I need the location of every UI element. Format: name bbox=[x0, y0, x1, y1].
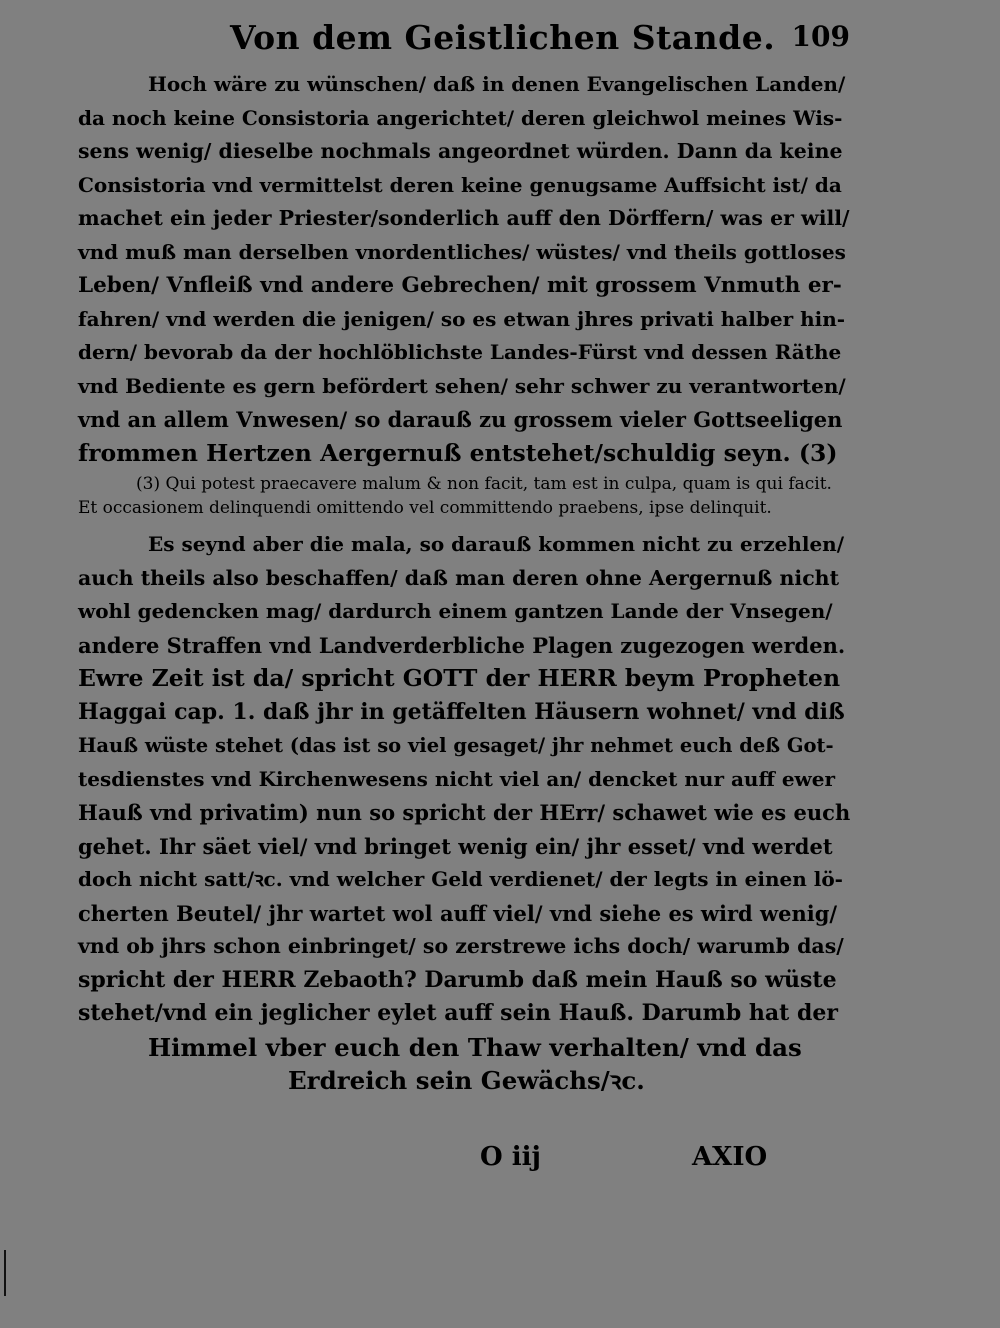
text-line: fahren/ vnd werden die jenigen/ so es etwan jhres privati halber hin- bbox=[78, 306, 846, 331]
text-line: gehet. Ihr säet viel/ vnd bringet wenig ein/ jhr esset/ vnd werdet bbox=[78, 833, 833, 859]
text-line: doch nicht satt/ꝛc. vnd welcher Geld verdienet/ der legts in einen lö- bbox=[78, 867, 843, 891]
text-line: andere Straffen vnd Landverderbliche Plagen zugezogen werden. bbox=[78, 632, 846, 658]
paragraph-2 bbox=[78, 528, 851, 1098]
text-line: wohl gedencken mag/ dardurch einem gantzen Lande der Vnsegen/ bbox=[78, 599, 833, 623]
text-line: Consistoria vnd vermittelst deren keine genugsame Auffsicht ist/ da bbox=[78, 172, 842, 197]
text-line: Erdreich sein Gewächs/ꝛc. bbox=[288, 1066, 645, 1095]
running-title: Von dem Geistlichen Stande. bbox=[230, 18, 776, 57]
text-line: auch theils also beschaffen/ daß man deren ohne Aergernuß nicht bbox=[78, 565, 840, 590]
text-line: cherten Beutel/ jhr wartet wol auff viel/ vnd siehe es wird wenig/ bbox=[78, 900, 838, 926]
text-line: machet ein jeder Priester/sonderlich auff den Dörffern/ was er will/ bbox=[78, 206, 850, 230]
text-line: vnd Bediente es gern befördert sehen/ sehr schwer zu verantworten/ bbox=[78, 373, 846, 398]
text-line: dern/ bevorab da der hochlöblichste Landes-Fürst vnd dessen Räthe bbox=[78, 340, 842, 364]
page-body bbox=[78, 68, 851, 1098]
text-line: vnd ob jhrs schon einbringet/ so zerstrewe ichs doch/ warumb das/ bbox=[78, 934, 844, 958]
footnote bbox=[78, 472, 848, 520]
text-line: spricht der HERR Zebaoth? Darumb daß mein Hauß so wüste bbox=[78, 966, 837, 993]
text-line: Haggai cap. 1. daß jhr in getäffelten Häusern wohnet/ vnd diß bbox=[78, 698, 845, 725]
paragraph-1 bbox=[78, 68, 848, 470]
signature-mark: O iij bbox=[480, 1142, 541, 1172]
text-line: Leben/ Vnfleiß vnd andere Gebrechen/ mit grossem Vnmuth er- bbox=[78, 273, 842, 298]
page-footer bbox=[0, 1142, 1000, 1182]
text-line: Hauß vnd privatim) nun so spricht der HErr/ schawet wie es euch bbox=[78, 800, 851, 825]
running-head bbox=[230, 18, 850, 68]
text-line: sens wenig/ dieselbe nochmals angeordnet würden. Dann da keine bbox=[78, 139, 843, 163]
text-line: tesdienstes vnd Kirchenwesens nicht viel an/ dencket nur auff ewer bbox=[78, 766, 836, 791]
footnote-line: Et occasionem delinquendi omittendo vel committendo praebens, ipse delinquit. bbox=[78, 498, 772, 518]
text-line: vnd muß man derselben vnordentliches/ wüstes/ vnd theils gottloses bbox=[78, 239, 846, 264]
text-line: Hoch wäre zu wünschen/ daß in denen Evangelischen Landen/ bbox=[148, 72, 846, 96]
page-number: 109 bbox=[791, 20, 850, 53]
text-line: frommen Hertzen Aergernuß entstehet/schuldig seyn. (3) bbox=[78, 438, 838, 467]
text-line: da noch keine Consistoria angerichtet/ deren gleichwol meines Wis- bbox=[78, 105, 843, 130]
text-line: Es seynd aber die mala, so darauß kommen nicht zu erzehlen/ bbox=[148, 532, 845, 556]
text-line: Himmel vber euch den Thaw verhalten/ vnd das bbox=[148, 1032, 802, 1062]
text-line: Ewre Zeit ist da/ spricht GOTT der HERR beym Propheten bbox=[78, 664, 841, 692]
text-line: Hauß wüste stehet (das ist so viel gesaget/ jhr nehmet euch deß Got- bbox=[78, 734, 834, 757]
text-line: stehet/vnd ein jeglicher eylet auff sein Hauß. Darumb hat der bbox=[78, 1000, 838, 1026]
catchword: AXIO bbox=[692, 1142, 768, 1172]
text-line: vnd an allem Vnwesen/ so darauß zu grossem vieler Gottseeligen bbox=[78, 407, 843, 432]
page-edge-mark bbox=[4, 1250, 6, 1296]
footnote-line: (3) Qui potest praecavere malum & non facit, tam est in culpa, quam is qui facit. bbox=[136, 474, 832, 494]
